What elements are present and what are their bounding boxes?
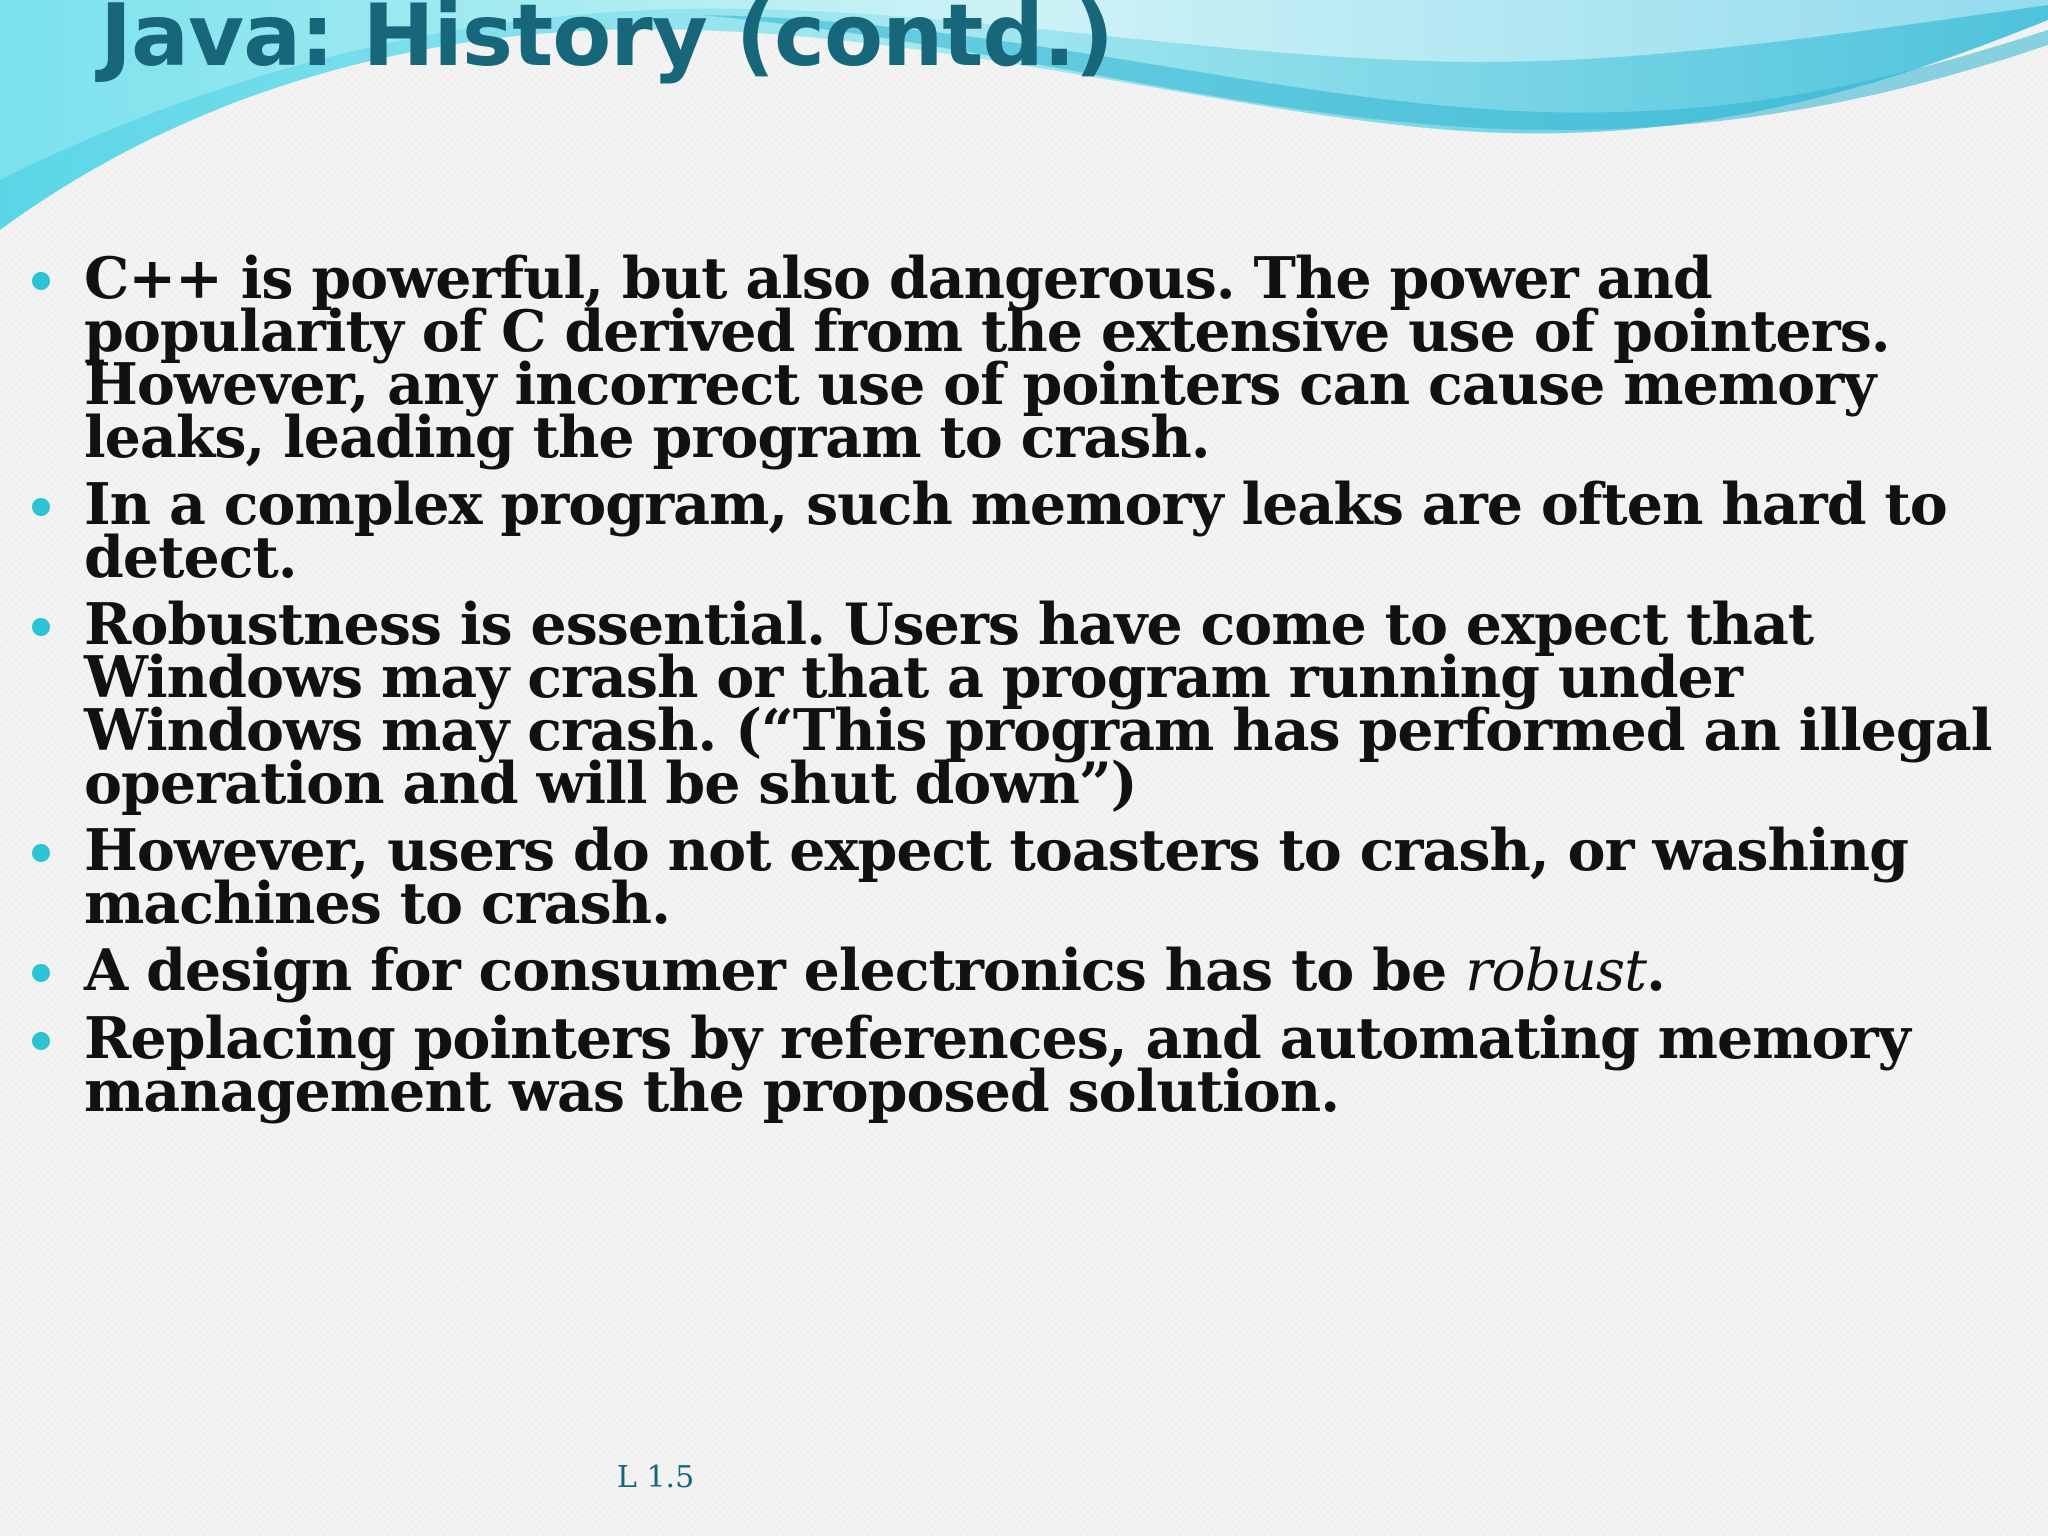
bullet-list <box>24 245 2014 1132</box>
bullet-dot-icon <box>32 618 50 636</box>
bullet-text-prefix: A design for consumer electronics has to be <box>84 937 1466 1004</box>
bullet-dot-icon <box>32 1032 50 1050</box>
bullet-dot-icon <box>32 844 50 862</box>
bullet-text: Robustness is essential. Users have come to expect that Windows may crash or that a program running under Windows may crash. (“This program has performed an illegal operation and will be shut down”) <box>84 591 1992 817</box>
bullet-item <box>24 817 2014 937</box>
bullet-text-suffix: . <box>1646 937 1665 1004</box>
bullet-text: In a complex program, such memory leaks are often hard to detect. <box>84 471 1947 591</box>
bullet-text-emphasis: robust <box>1465 938 1647 1004</box>
slide-number: L 1.5 <box>617 1460 695 1495</box>
bullet-dot-icon <box>32 498 50 516</box>
bullet-item <box>24 471 2014 591</box>
bullet-text: C++ is powerful, but also dangerous. The power and popularity of C derived from the extensive use of pointers. However, any incorrect use of pointers can cause memory leaks, leading the program to crash. <box>84 245 1890 471</box>
bullet-item <box>24 937 2014 1004</box>
bullet-dot-icon <box>32 272 50 290</box>
bullet-text: However, users do not expect toasters to crash, or washing machines to crash. <box>84 817 1908 937</box>
bullet-item <box>24 591 2014 817</box>
bullet-item <box>24 1005 2014 1125</box>
bullet-item <box>24 245 2014 471</box>
bullet-dot-icon <box>32 964 50 982</box>
bullet-text: Replacing pointers by references, and automating memory management was the proposed solution. <box>84 1005 1910 1125</box>
slide-title: Java: History (contd.) <box>100 0 1113 86</box>
